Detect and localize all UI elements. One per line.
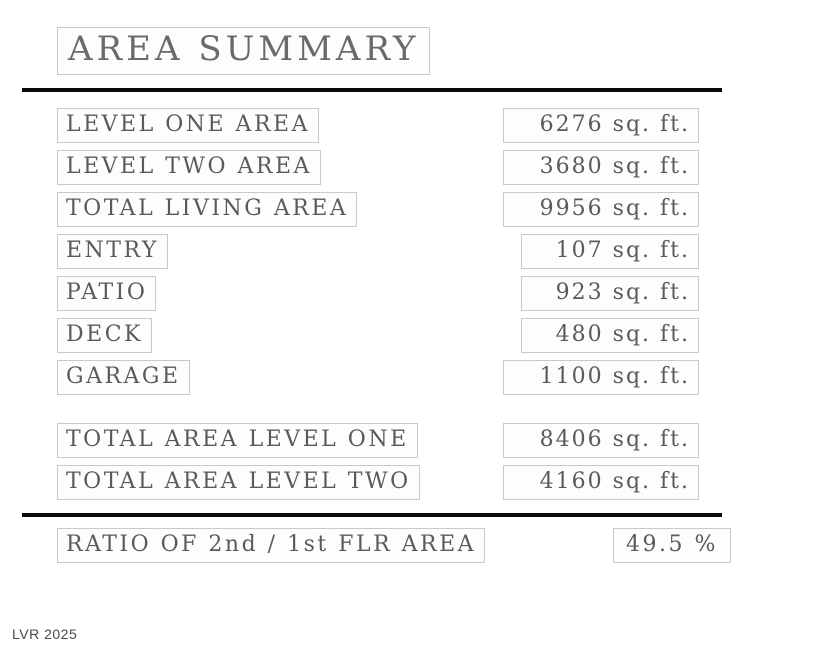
ratio-label: RATIO OF 2nd / 1st FLR AREA — [57, 528, 485, 563]
table-row — [57, 465, 717, 507]
area-list — [57, 108, 717, 402]
area-label: LEVEL TWO AREA — [57, 150, 321, 185]
divider-top — [22, 88, 722, 92]
page-title-container — [57, 27, 430, 75]
area-value: 6276 sq. ft. — [503, 108, 699, 143]
area-value: 3680 sq. ft. — [503, 150, 699, 185]
divider-bottom — [22, 513, 722, 517]
total-label: TOTAL AREA LEVEL TWO — [57, 465, 420, 500]
total-value: 8406 sq. ft. — [503, 423, 699, 458]
table-row — [57, 318, 717, 360]
area-label: GARAGE — [57, 360, 190, 395]
area-label: ENTRY — [57, 234, 168, 269]
table-row — [57, 150, 717, 192]
table-row — [57, 192, 717, 234]
page-title: AREA SUMMARY — [57, 27, 430, 75]
area-label: TOTAL LIVING AREA — [57, 192, 357, 227]
area-value: 923 sq. ft. — [521, 276, 699, 311]
area-value: 107 sq. ft. — [521, 234, 699, 269]
area-value: 480 sq. ft. — [521, 318, 699, 353]
area-label: DECK — [57, 318, 152, 353]
area-label: PATIO — [57, 276, 156, 311]
footer-credit: LVR 2025 — [12, 626, 78, 642]
table-row — [57, 423, 717, 465]
area-label: LEVEL ONE AREA — [57, 108, 319, 143]
area-value: 9956 sq. ft. — [503, 192, 699, 227]
total-label: TOTAL AREA LEVEL ONE — [57, 423, 418, 458]
table-row — [57, 234, 717, 276]
total-value: 4160 sq. ft. — [503, 465, 699, 500]
totals-list — [57, 423, 717, 507]
ratio-value: 49.5 % — [613, 528, 731, 563]
table-row — [57, 108, 717, 150]
table-row — [57, 360, 717, 402]
table-row — [57, 276, 717, 318]
area-value: 1100 sq. ft. — [503, 360, 699, 395]
